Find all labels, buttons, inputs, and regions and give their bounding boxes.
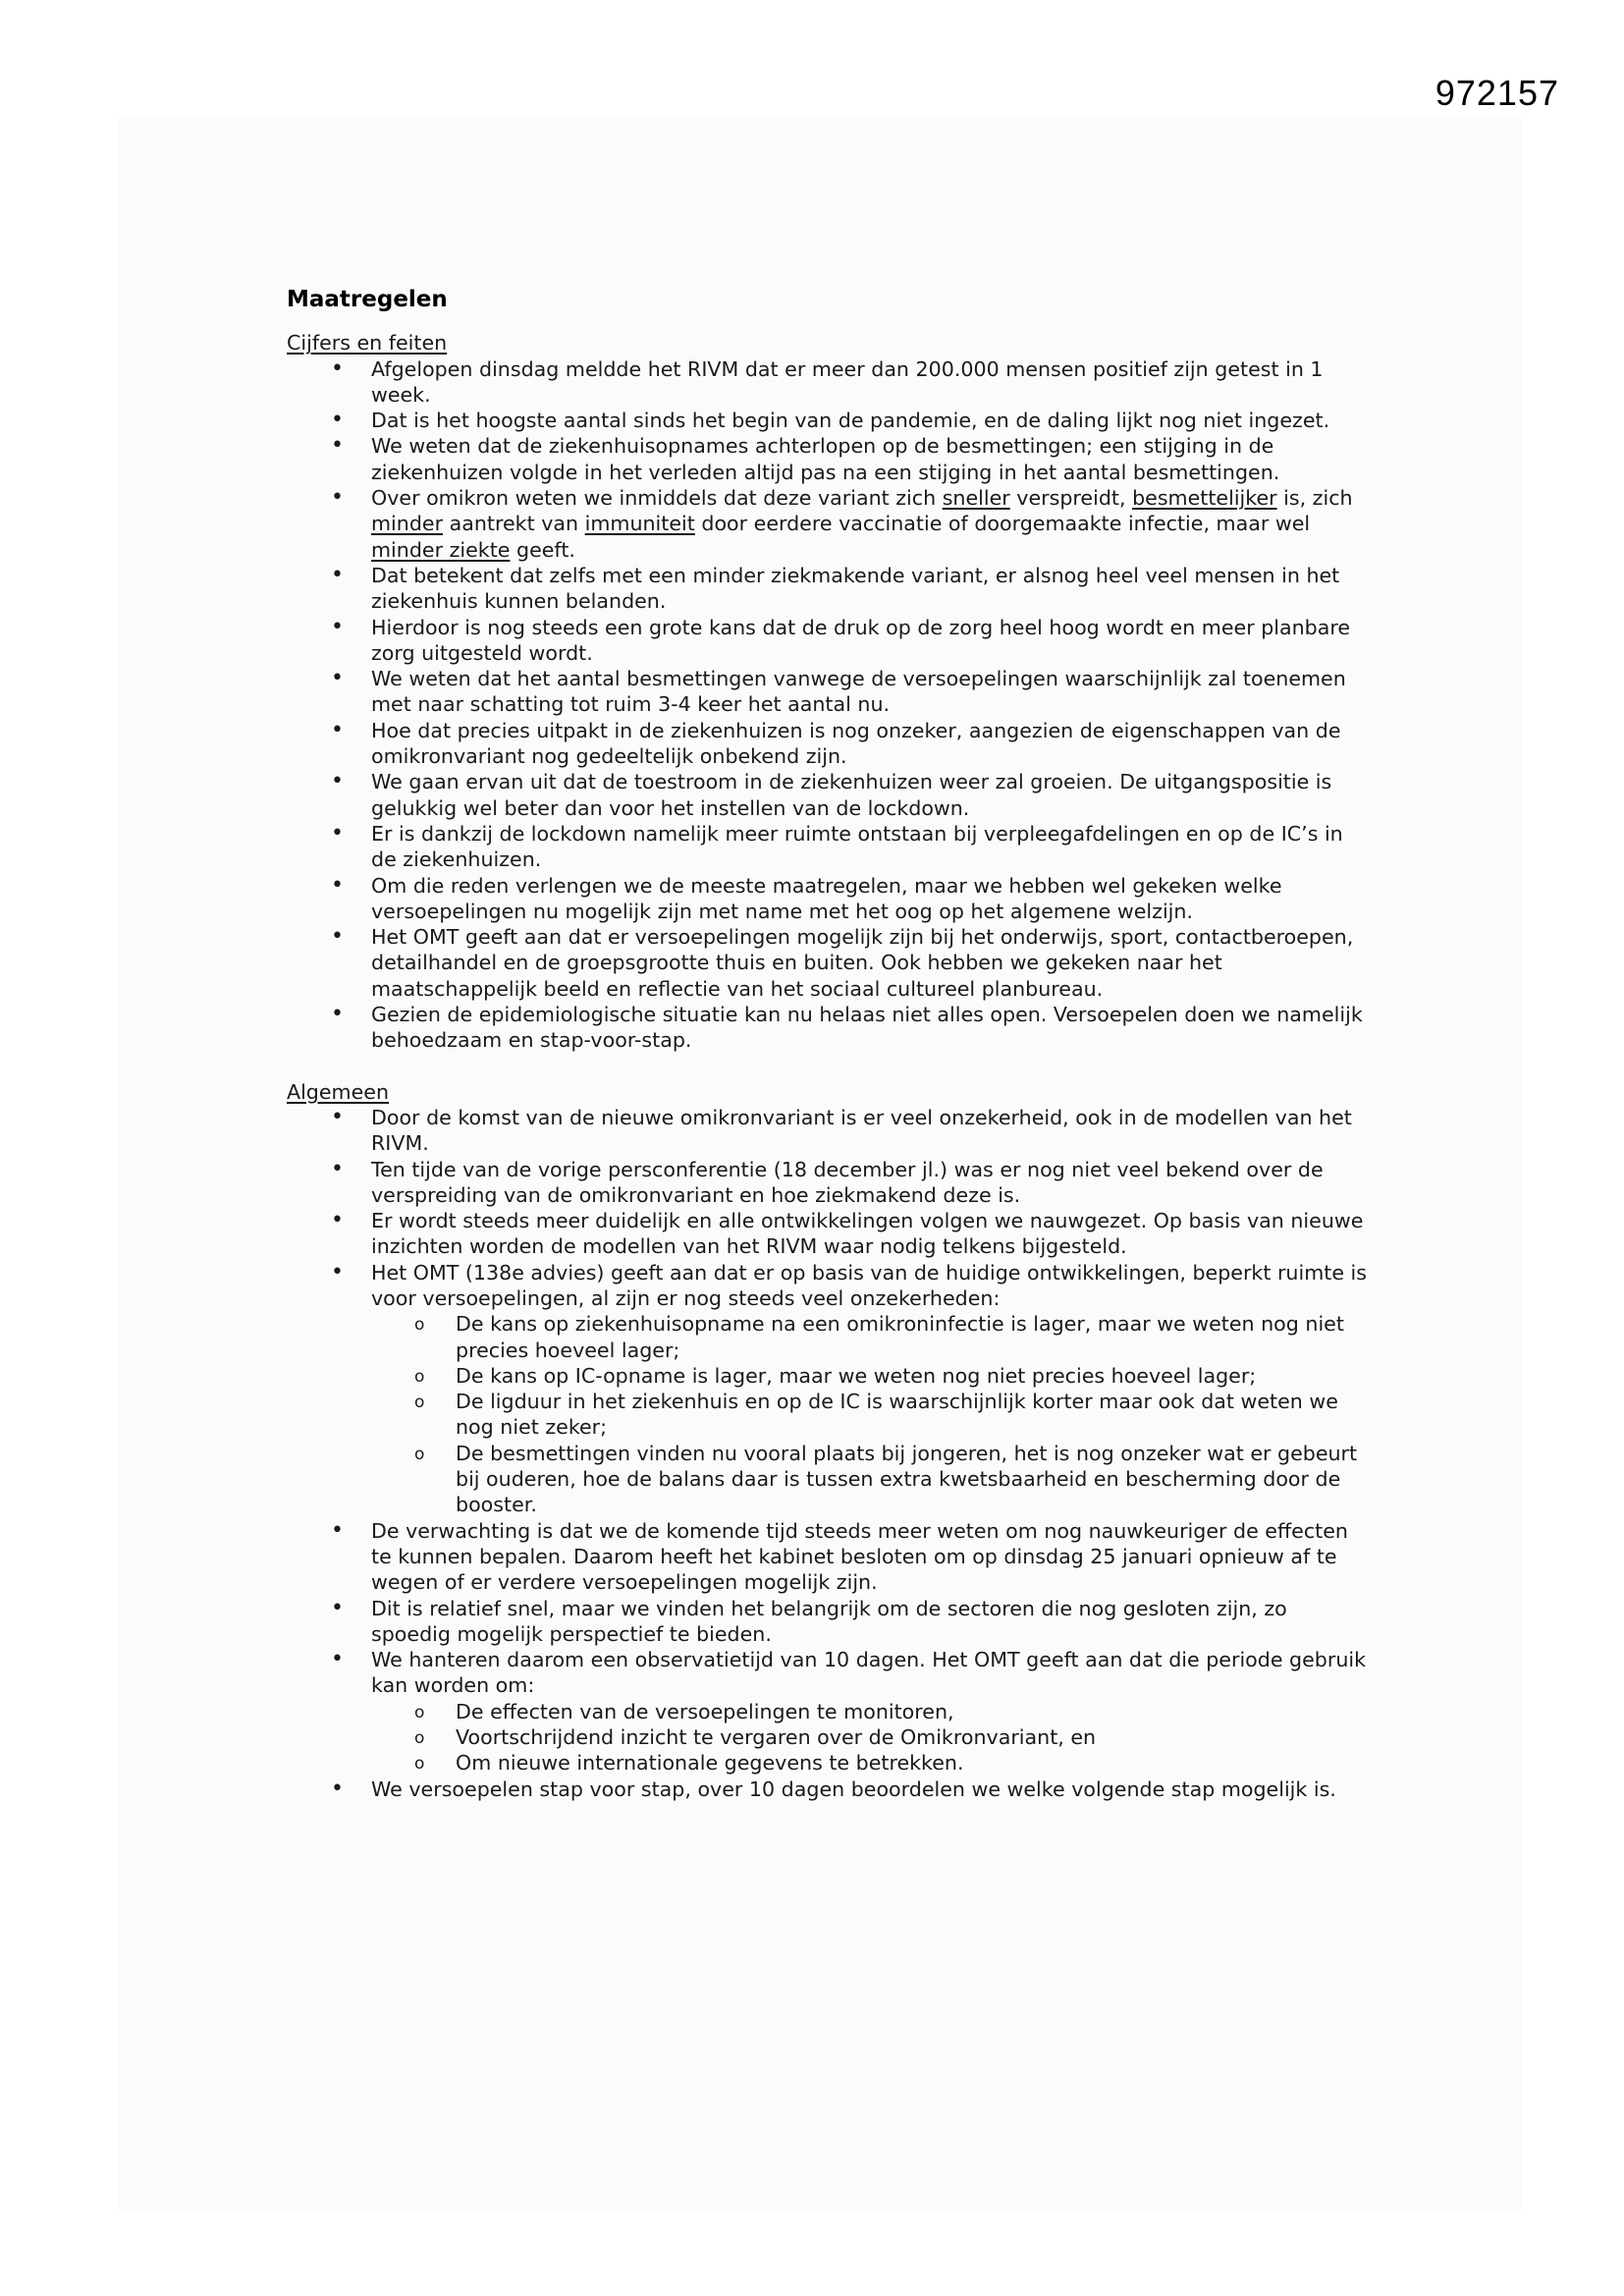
list-item: • Hoe dat precies uitpakt in de ziekenhuizen is nog onzeker, aangezien de eigenschappen van de omikronvariant nog gedeeltelijk onbekend zijn. bbox=[287, 718, 1367, 770]
list-item: • Dit is relatief snel, maar we vinden het belangrijk om de sectoren die nog gesloten zijn, zo spoedig mogelijk perspectief te bieden. bbox=[287, 1596, 1367, 1648]
text-segment: Over omikron weten we inmiddels dat deze variant zich bbox=[371, 486, 943, 511]
section-spacer bbox=[287, 1054, 1367, 1079]
list-item: • We weten dat het aantal besmettingen vanwege de versoepelingen waarschijnlijk zal toenemen met naar schatting tot ruim 3-4 keer het aantal nu. bbox=[287, 666, 1367, 718]
sub-list-item: o De effecten van de versoepelingen te monitoren, bbox=[371, 1699, 1367, 1724]
underlined-term: immuniteit bbox=[584, 512, 695, 536]
sub-list-item: o Om nieuwe internationale gegevens te betrekken. bbox=[371, 1750, 1367, 1776]
underlined-term: minder bbox=[371, 512, 444, 536]
list-item: • Dat is het hoogste aantal sinds het begin van de pandemie, en de daling lijkt nog niet ingezet. bbox=[287, 408, 1367, 433]
sub-list-item: o De kans op ziekenhuisopname na een omikroninfectie is lager, maar we weten nog niet precies hoeveel lager; bbox=[371, 1311, 1367, 1363]
sub-list-item: o De ligduur in het ziekenhuis en op de IC is waarschijnlijk korter maar ook dat weten we nog niet zeker; bbox=[371, 1389, 1367, 1441]
sub-list-item: o De kans op IC-opname is lager, maar we weten nog niet precies hoeveel lager; bbox=[371, 1363, 1367, 1389]
list-item: • Het OMT geeft aan dat er versoepelingen mogelijk zijn bij het onderwijs, sport, contactberoepen, detailhandel en de groepsgrootte thuis en buiten. Ook hebben we gekeken naar het maatschappelijk beeld en reflectie van het sociaal cultureel planbureau. bbox=[287, 924, 1367, 1002]
list-item: • Gezien de epidemiologische situatie kan nu helaas niet alles open. Versoepelen doen we namelijk behoedzaam en stap-voor-stap. bbox=[287, 1002, 1367, 1054]
cijfers-bullet-list bbox=[287, 356, 1367, 1054]
section-heading-algemeen: Algemeen bbox=[287, 1079, 390, 1104]
list-item: • De verwachting is dat we de komende tijd steeds meer weten om nog nauwkeuriger de effecten te kunnen bepalen. Daarom heeft het kabinet besloten om op dinsdag 25 januari opnieuw af te wegen of er verdere versoepelingen mogelijk zijn. bbox=[287, 1518, 1367, 1596]
document-number: 972157 bbox=[1435, 73, 1559, 113]
section-heading-cijfers: Cijfers en feiten bbox=[287, 331, 448, 355]
algemeen-bullet-list bbox=[287, 1105, 1367, 1802]
document-body bbox=[287, 287, 1367, 1802]
text-segment: door eerdere vaccinatie of doorgemaakte infectie, maar wel bbox=[694, 512, 1311, 536]
list-item-observatietijd bbox=[287, 1647, 1367, 1776]
list-item-omikron bbox=[287, 485, 1367, 563]
document-title: Maatregelen bbox=[287, 287, 448, 312]
list-item-text: We hanteren daarom een observatietijd van 10 dagen. Het OMT geeft aan dat die periode gebruik kan worden om: bbox=[371, 1648, 1367, 1698]
omt-sub-list bbox=[371, 1311, 1367, 1517]
list-item: • Afgelopen dinsdag meldde het RIVM dat er meer dan 200.000 mensen positief zijn getest in 1 week. bbox=[287, 356, 1367, 409]
sub-list-item: o Voortschrijdend inzicht te vergaren over de Omikronvariant, en bbox=[371, 1724, 1367, 1750]
list-item: • Door de komst van de nieuwe omikronvariant is er veel onzekerheid, ook in de modellen van het RIVM. bbox=[287, 1105, 1367, 1157]
sub-list-item: o De besmettingen vinden nu vooral plaats bij jongeren, het is nog onzeker wat er gebeurt bij ouderen, hoe de balans daar is tussen extra kwetsbaarheid en bescherming door de booster. bbox=[371, 1441, 1367, 1518]
list-item: • Dat betekent dat zelfs met een minder ziekmakende variant, er alsnog heel veel mensen in het ziekenhuis kunnen belanden. bbox=[287, 563, 1367, 615]
observatie-sub-list bbox=[371, 1699, 1367, 1777]
list-item: • Om die reden verlengen we de meeste maatregelen, maar we hebben wel gekeken welke versoepelingen nu mogelijk zijn met name met het oog op het algemene welzijn. bbox=[287, 873, 1367, 925]
list-item: • Er is dankzij de lockdown namelijk meer ruimte ontstaan bij verpleegafdelingen en op de IC’s in de ziekenhuizen. bbox=[287, 821, 1367, 873]
list-item-omt-advies bbox=[287, 1260, 1367, 1518]
list-item: • We weten dat de ziekenhuisopnames achterlopen op de besmettingen; een stijging in de ziekenhuizen volgde in het verleden altijd pas na een stijging in het aantal besmettingen. bbox=[287, 433, 1367, 485]
underlined-term: minder ziekte bbox=[371, 537, 511, 562]
text-segment: is, zich bbox=[1276, 486, 1353, 511]
text-segment: verspreidt, bbox=[1009, 486, 1133, 511]
text-segment: geeft. bbox=[510, 537, 575, 562]
underlined-term: besmettelijker bbox=[1132, 486, 1277, 511]
list-item: • Er wordt steeds meer duidelijk en alle ontwikkelingen volgen we nauwgezet. Op basis van nieuwe inzichten worden de modellen van het RIVM waar nodig telkens bijgesteld. bbox=[287, 1208, 1367, 1260]
list-item: • We versoepelen stap voor stap, over 10 dagen beoordelen we welke volgende stap mogelijk is. bbox=[287, 1777, 1367, 1802]
list-item: • Ten tijde van de vorige persconferentie (18 december jl.) was er nog niet veel bekend over de verspreiding van de omikronvariant en hoe ziekmakend deze is. bbox=[287, 1157, 1367, 1209]
text-segment: aantrekt van bbox=[443, 512, 585, 536]
list-item-text: Het OMT (138e advies) geeft aan dat er op basis van de huidige ontwikkelingen, beperkt ruimte is voor versoepelingen, al zijn er nog steeds veel onzekerheden: bbox=[371, 1260, 1368, 1310]
list-item: • We gaan ervan uit dat de toestroom in de ziekenhuizen weer zal groeien. De uitgangspositie is gelukkig wel beter dan voor het instellen van de lockdown. bbox=[287, 769, 1367, 821]
list-item: • Hierdoor is nog steeds een grote kans dat de druk op de zorg heel hoog wordt en meer planbare zorg uitgesteld wordt. bbox=[287, 615, 1367, 667]
underlined-term: sneller bbox=[942, 486, 1010, 511]
